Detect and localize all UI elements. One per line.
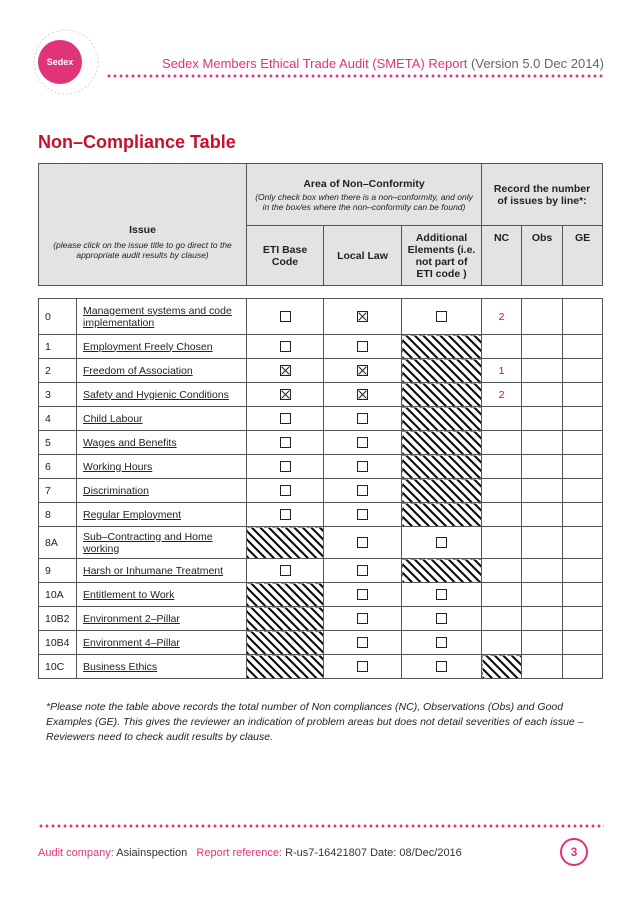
empty-checkbox[interactable] [436, 311, 447, 322]
ge-count [563, 455, 603, 479]
issue-link[interactable]: Harsh or Inhumane Treatment [83, 564, 224, 577]
eti-hatched-cell [247, 655, 324, 679]
issue-link[interactable]: Safety and Hygienic Conditions [83, 388, 229, 401]
ge-count [563, 631, 603, 655]
nc-count [482, 559, 522, 583]
law-checkbox-cell [324, 583, 402, 607]
empty-checkbox[interactable] [436, 661, 447, 672]
col-ge: GE [563, 226, 603, 286]
law-checkbox-cell [324, 431, 402, 455]
table-row [39, 299, 603, 335]
col-obs: Obs [522, 226, 563, 286]
ge-count [563, 299, 603, 335]
issue-link[interactable]: Environment 4–Pillar [83, 636, 180, 649]
nc-count [482, 583, 522, 607]
obs-count [522, 479, 563, 503]
checked-checkbox[interactable] [280, 365, 291, 376]
row-number: 8 [39, 503, 77, 527]
report-version: (Version 5.0 Dec 2014) [471, 56, 604, 71]
issue-link[interactable]: Environment 2–Pillar [83, 612, 180, 625]
obs-count [522, 359, 563, 383]
issue-cell [77, 335, 247, 359]
ge-count [563, 583, 603, 607]
row-number: 7 [39, 479, 77, 503]
table-row [39, 383, 603, 407]
add-hatched-cell [402, 335, 482, 359]
table-row [39, 479, 603, 503]
ge-count [563, 655, 603, 679]
logo-text: Sedex [46, 57, 74, 67]
issue-link[interactable]: Sub–Contracting and Home working [83, 530, 213, 555]
add-checkbox-cell [402, 583, 482, 607]
row-number: 4 [39, 407, 77, 431]
area-header-note: (Only check box when there is a non–conformity, and only in the box/es where the non–conformity can be found) [255, 191, 473, 212]
issue-cell [77, 479, 247, 503]
issue-header-note: (please click on the issue title to go direct to the appropriate audit results by clause) [53, 239, 232, 260]
table-row [39, 655, 603, 679]
row-number: 3 [39, 383, 77, 407]
eti-checkbox-cell [247, 503, 324, 527]
report-title-text: Sedex Members Ethical Trade Audit (SMETA) Report [162, 56, 468, 71]
ge-count [563, 479, 603, 503]
table-row [39, 527, 603, 559]
empty-checkbox[interactable] [357, 485, 368, 496]
add-hatched-cell [402, 479, 482, 503]
eti-checkbox-cell [247, 407, 324, 431]
row-number: 10B2 [39, 607, 77, 631]
table-footnote: *Please note the table above records the total number of Non compliances (NC), Observations (Obs) and Good Examples (GE). This gives the reviewer an indication of problem areas but does not detail severities of each issue – Reviewers need to check audit results by clause. [46, 701, 584, 743]
issue-cell [77, 583, 247, 607]
obs-count [522, 299, 563, 335]
add-hatched-cell [402, 455, 482, 479]
table-header [38, 163, 603, 286]
add-hatched-cell [402, 431, 482, 455]
issue-cell [77, 431, 247, 455]
col-additional-elements: Additional Elements (i.e. not part of ETI code ) [402, 226, 482, 286]
issue-link[interactable]: Management systems and code implementation [83, 304, 232, 329]
table-row [39, 359, 603, 383]
empty-checkbox[interactable] [357, 661, 368, 672]
empty-checkbox[interactable] [280, 311, 291, 322]
eti-checkbox-cell [247, 335, 324, 359]
add-hatched-cell [402, 407, 482, 431]
row-number: 0 [39, 299, 77, 335]
footer-ref-label: Report reference: [196, 847, 282, 859]
footer-company-value: Asiainspection [116, 847, 188, 859]
law-checkbox-cell [324, 655, 402, 679]
law-checkbox-cell [324, 631, 402, 655]
issue-link[interactable]: Discrimination [83, 484, 149, 497]
col-eti-base-code: ETI Base Code [247, 226, 324, 286]
issue-link[interactable]: Wages and Benefits [83, 436, 177, 449]
issue-cell [77, 503, 247, 527]
empty-checkbox[interactable] [357, 565, 368, 576]
issue-cell [77, 631, 247, 655]
issue-link[interactable]: Working Hours [83, 460, 153, 473]
table-row [39, 559, 603, 583]
eti-hatched-cell [247, 527, 324, 559]
add-checkbox-cell [402, 299, 482, 335]
obs-count [522, 559, 563, 583]
table-row [39, 607, 603, 631]
obs-count [522, 583, 563, 607]
page-heading: Non–Compliance Table [38, 132, 236, 152]
footer-divider [38, 824, 604, 828]
table-row [39, 583, 603, 607]
table-row [39, 631, 603, 655]
row-number: 10A [39, 583, 77, 607]
nc-count: 2 [482, 299, 522, 335]
issue-link[interactable]: Employment Freely Chosen [83, 340, 213, 353]
table-row [39, 335, 603, 359]
empty-checkbox[interactable] [357, 509, 368, 520]
issue-cell [77, 455, 247, 479]
col-nc: NC [482, 226, 522, 286]
col-local-law: Local Law [324, 226, 402, 286]
empty-checkbox[interactable] [357, 637, 368, 648]
checked-checkbox[interactable] [280, 389, 291, 400]
law-checkbox-cell [324, 559, 402, 583]
issue-cell [77, 359, 247, 383]
issue-cell [77, 383, 247, 407]
ge-count [563, 607, 603, 631]
issue-cell [77, 607, 247, 631]
empty-checkbox[interactable] [280, 461, 291, 472]
empty-checkbox[interactable] [280, 413, 291, 424]
ge-count [563, 407, 603, 431]
ge-count [563, 359, 603, 383]
footer-ref-value: R-us7-16421807 Date: 08/Dec/2016 [285, 847, 462, 859]
report-title [162, 56, 604, 71]
issue-cell [77, 407, 247, 431]
eti-checkbox-cell [247, 431, 324, 455]
checked-checkbox[interactable] [357, 365, 368, 376]
eti-hatched-cell [247, 607, 324, 631]
obs-count [522, 655, 563, 679]
empty-checkbox[interactable] [357, 589, 368, 600]
ge-count [563, 335, 603, 359]
obs-count [522, 383, 563, 407]
empty-checkbox[interactable] [280, 485, 291, 496]
empty-checkbox[interactable] [357, 461, 368, 472]
law-checkbox-cell [324, 455, 402, 479]
table-row [39, 431, 603, 455]
law-checkbox-cell [324, 407, 402, 431]
empty-checkbox[interactable] [357, 537, 368, 548]
empty-checkbox[interactable] [280, 341, 291, 352]
law-checkbox-cell [324, 359, 402, 383]
eti-checkbox-cell [247, 299, 324, 335]
issue-link[interactable]: Regular Employment [83, 508, 182, 521]
nc-count [482, 479, 522, 503]
page-number: 3 [560, 838, 588, 866]
eti-checkbox-cell [247, 479, 324, 503]
nc-count [482, 431, 522, 455]
obs-count [522, 335, 563, 359]
ge-count [563, 383, 603, 407]
eti-checkbox-cell [247, 559, 324, 583]
law-checkbox-cell [324, 479, 402, 503]
row-number: 1 [39, 335, 77, 359]
add-checkbox-cell [402, 631, 482, 655]
ge-count [563, 527, 603, 559]
law-checkbox-cell [324, 383, 402, 407]
obs-count [522, 503, 563, 527]
ge-count [563, 559, 603, 583]
sedex-logo [38, 40, 82, 84]
row-number: 10B4 [39, 631, 77, 655]
add-checkbox-cell [402, 655, 482, 679]
nc-count [482, 407, 522, 431]
issue-cell [77, 527, 247, 559]
eti-hatched-cell [247, 583, 324, 607]
area-header-title: Area of Non–Conformity [303, 177, 425, 190]
empty-checkbox[interactable] [436, 613, 447, 624]
checked-checkbox[interactable] [357, 389, 368, 400]
eti-checkbox-cell [247, 383, 324, 407]
footer-company-label: Audit company: [38, 847, 114, 859]
empty-checkbox[interactable] [357, 437, 368, 448]
obs-count [522, 455, 563, 479]
eti-hatched-cell [247, 631, 324, 655]
issue-link[interactable]: Business Ethics [83, 660, 158, 673]
nc-count [482, 607, 522, 631]
empty-checkbox[interactable] [436, 589, 447, 600]
ge-count [563, 431, 603, 455]
nc-hatched-cell [482, 655, 522, 679]
eti-checkbox-cell [247, 455, 324, 479]
nc-count: 1 [482, 359, 522, 383]
checked-checkbox[interactable] [357, 311, 368, 322]
empty-checkbox[interactable] [280, 437, 291, 448]
empty-checkbox[interactable] [436, 537, 447, 548]
issue-link[interactable]: Entitlement to Work [83, 588, 175, 601]
nc-count: 2 [482, 383, 522, 407]
empty-checkbox[interactable] [357, 413, 368, 424]
add-checkbox-cell [402, 607, 482, 631]
nc-count [482, 527, 522, 559]
eti-checkbox-cell [247, 359, 324, 383]
row-number: 6 [39, 455, 77, 479]
issue-cell [77, 559, 247, 583]
row-number: 2 [39, 359, 77, 383]
issue-link[interactable]: Freedom of Association [83, 364, 193, 377]
law-checkbox-cell [324, 527, 402, 559]
obs-count [522, 407, 563, 431]
add-checkbox-cell [402, 527, 482, 559]
nc-count [482, 503, 522, 527]
law-checkbox-cell [324, 503, 402, 527]
empty-checkbox[interactable] [280, 565, 291, 576]
empty-checkbox[interactable] [436, 637, 447, 648]
table-row [39, 407, 603, 431]
empty-checkbox[interactable] [357, 341, 368, 352]
issue-cell [77, 299, 247, 335]
law-checkbox-cell [324, 299, 402, 335]
nc-count [482, 455, 522, 479]
area-header [247, 164, 482, 226]
table-row [39, 455, 603, 479]
row-number: 5 [39, 431, 77, 455]
footer [38, 847, 462, 859]
header-divider [106, 74, 604, 78]
add-hatched-cell [402, 559, 482, 583]
row-number: 8A [39, 527, 77, 559]
non-compliance-table [38, 298, 603, 679]
obs-count [522, 631, 563, 655]
issue-link[interactable]: Child Labour [83, 412, 143, 425]
add-hatched-cell [402, 359, 482, 383]
add-hatched-cell [402, 383, 482, 407]
law-checkbox-cell [324, 607, 402, 631]
add-hatched-cell [402, 503, 482, 527]
row-number: 10C [39, 655, 77, 679]
nc-count [482, 335, 522, 359]
empty-checkbox[interactable] [280, 509, 291, 520]
issue-header-title: Issue [129, 223, 156, 236]
row-number: 9 [39, 559, 77, 583]
issue-cell [77, 655, 247, 679]
issue-header [39, 164, 247, 286]
obs-count [522, 431, 563, 455]
ge-count [563, 503, 603, 527]
obs-count [522, 607, 563, 631]
law-checkbox-cell [324, 335, 402, 359]
nc-count [482, 631, 522, 655]
table-row [39, 503, 603, 527]
record-header: Record the number of issues by line*: [482, 164, 603, 226]
obs-count [522, 527, 563, 559]
empty-checkbox[interactable] [357, 613, 368, 624]
